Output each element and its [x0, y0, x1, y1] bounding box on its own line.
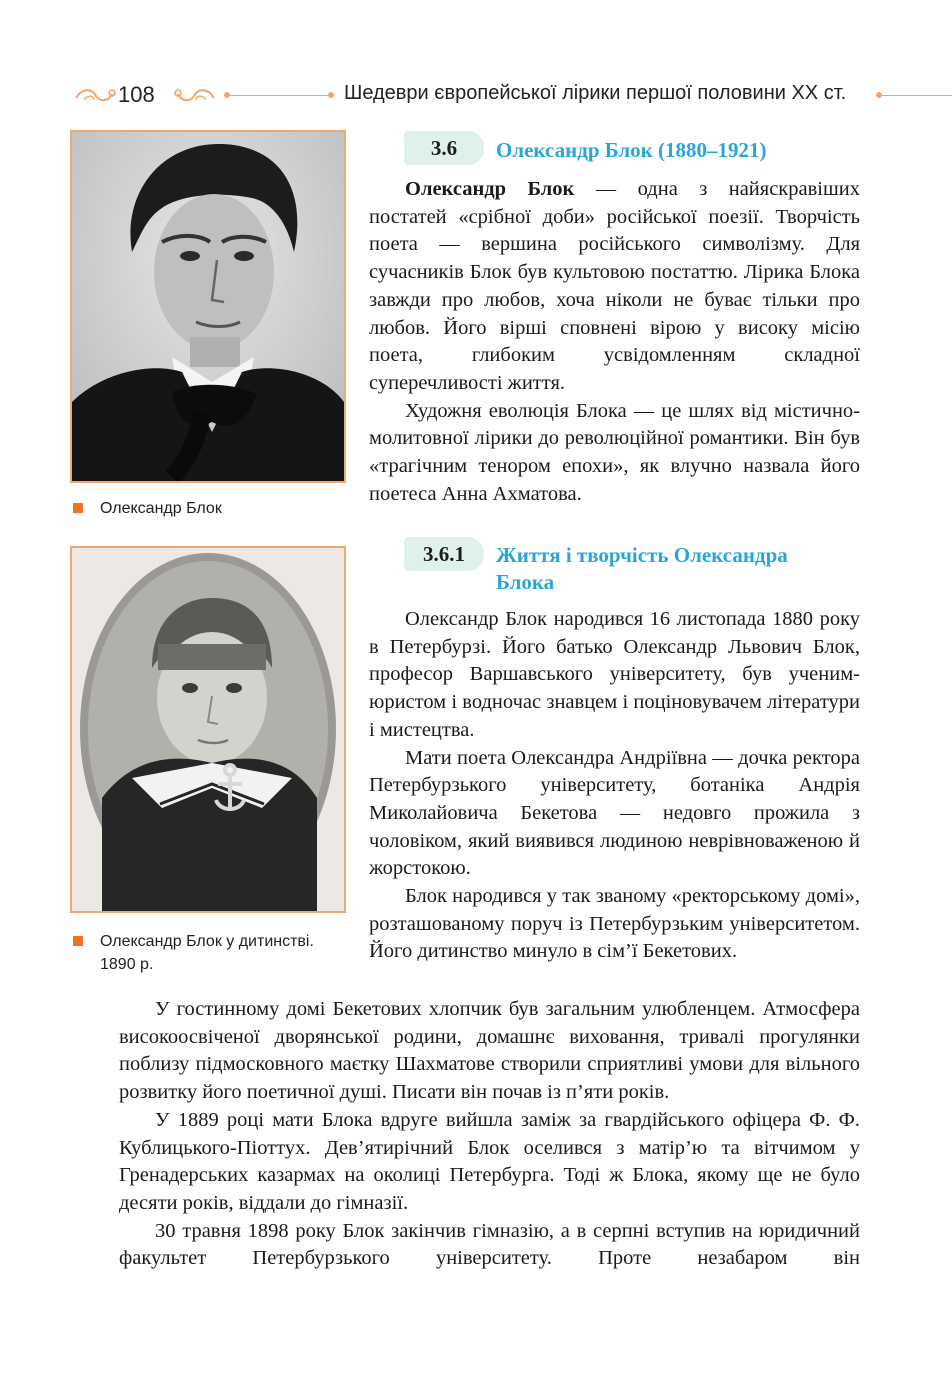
section-1-text — [369, 176, 860, 508]
page-number: 108 — [118, 82, 155, 107]
figure-caption-line: 1890 р. — [100, 956, 154, 973]
portrait-child-image — [72, 548, 344, 911]
bold-name: Олександр Блок — [405, 178, 575, 200]
paragraph: У 1889 році мати Блока вдруге вийшла заміж за гвардійського офіцера Ф. Ф. Кублицького-Піоттух. Дев’ятирічний Блок оселився з матір’ю та вітчимом у Гренадерських казармах на околиці Петербурга. Тоді ж Блока, якому ще не було десяти років, віддали до гімназії. — [119, 1108, 860, 1214]
section-2-text-full — [119, 996, 860, 1273]
paragraph: Олександр Блок народився 16 листопада 1880 року в Петербурзі. Його батько Олександр Львович Блок, професор Варшавського університету, був ученим-юристом і водночас знавцем і поціновувачем літератури і мистецтва. — [369, 608, 860, 741]
section-title: Олександр Блок (1880–1921) — [496, 138, 767, 162]
subsection-title-line: Життя і творчість Олександра — [496, 543, 788, 567]
figure-caption — [73, 930, 353, 980]
header-rule — [230, 95, 330, 96]
paragraph: Художня еволюція Блока — це шлях від містично-молитовної лірики до революційної романтики. Він був «трагічним тенором епохи», як влучно назвала його поетеса Анна Ахматова. — [369, 399, 860, 505]
figure-caption-line: Олександр Блок у дитинстві. — [100, 933, 314, 950]
section-number-badge: 3.6 — [404, 131, 484, 165]
paragraph: Мати поета Олександра Андріївна — дочка ректора Петербурзького університету, ботаніка Андрія Миколайовича Бекетова — недовго прожила з чоловіком, який виявився людиною неврівноваженою й жорстокою. — [369, 746, 860, 880]
header-dot — [328, 92, 334, 98]
header-rule — [882, 95, 952, 96]
swirl-ornament-icon — [172, 84, 216, 106]
paragraph: 30 травня 1898 року Блок закінчив гімназію, а в серпні вступив на юридичний факультет Петербурзького університету. Проте незабаром він — [119, 1219, 860, 1270]
caption-square-icon — [73, 503, 83, 513]
paragraph: Блок народився у так званому «ректорському домі», розташованому поруч із Петербурзьким університетом. Його дитинство минуло в сім’ї Бекетових. — [369, 885, 860, 963]
portrait-photo-child — [70, 546, 346, 913]
portrait-adult-image — [72, 132, 344, 481]
section-2-text-column — [369, 606, 860, 966]
paragraph: У гостинному домі Бекетових хлопчик був загальним улюбленцем. Атмосфера високоосвіченої дворянської родини, домашнє виховання, тривалі прогулянки поблизу підмосковного маєтку Шахматове створили сприятливі умови для вільного розвитку його поетичної душі. Писати він почав із п’яти років. — [119, 998, 860, 1104]
swirl-ornament-icon — [74, 84, 118, 106]
subsection-title-line: Блока — [496, 570, 555, 594]
subsection-title — [496, 542, 856, 596]
paragraph-text: — одна з найяскравіших постатей «срібної доби» російської поезії. Творчість поета — вершина російського символізму. Для сучасників Блок був культовою постаттю. Лірика Блока завжди про любов, хоча ніколи не буває тільки про любов. Його вірші сповнені вірою у високу місію поета, глибоким усвідомленням складної суперечливості життя. — [369, 178, 860, 394]
page-header — [0, 76, 952, 116]
caption-square-icon — [73, 936, 83, 946]
subsection-number-badge: 3.6.1 — [404, 537, 484, 571]
running-title: Шедеври європейської лірики першої половини XX ст. — [344, 82, 847, 104]
paragraph — [369, 176, 860, 398]
portrait-photo-adult — [70, 130, 346, 483]
figure-caption-text: Олександр Блок — [100, 500, 222, 517]
figure-caption-text — [100, 930, 314, 976]
figure-caption — [73, 497, 343, 521]
